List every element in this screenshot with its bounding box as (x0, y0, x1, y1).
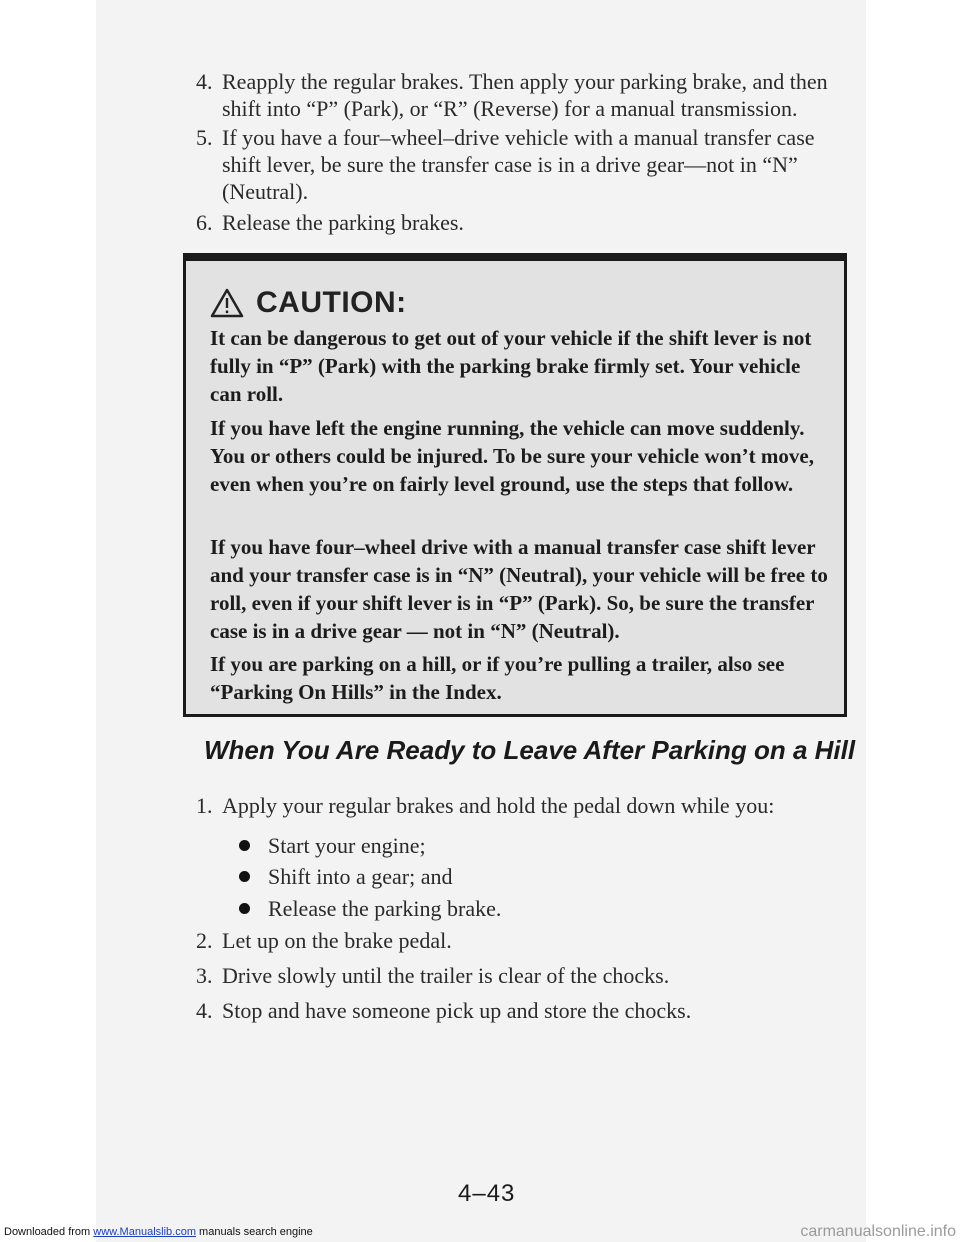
list-item: 4. Stop and have someone pick up and store the chocks. (196, 998, 692, 1023)
caution-paragraph: If you have left the engine running, the vehicle can move suddenly. You or others could be injured. To be sure your vehicle won’t move, even when you’re on fairly level ground, use the steps that follow. (210, 416, 814, 496)
page-number: 4–43 (458, 1180, 516, 1207)
caution-paragraph: If you are parking on a hill, or if you’re pulling a trailer, also see “Parking On Hills” in the Index. (210, 652, 785, 704)
caution-heading: CAUTION: (210, 286, 407, 320)
bullet-item: Shift into a gear; and (268, 863, 828, 890)
bullet-icon (239, 840, 250, 851)
bullet-icon (239, 871, 250, 882)
caution-box (183, 253, 847, 717)
bullet-item: Release the parking brake. (268, 895, 828, 922)
list-item: 4. Reapply the regular brakes. Then apply your parking brake, and then shift into “P” (Park), or “R” (Reverse) for a manual transmission. (196, 69, 828, 121)
list-item: 6. Release the parking brakes. (196, 210, 464, 235)
download-footer: Downloaded from www.Manualslib.com manuals search engine (4, 1226, 313, 1238)
list-item: 1. Apply your regular brakes and hold the pedal down while you: (196, 793, 775, 818)
caution-paragraph: If you have four–wheel drive with a manual transfer case shift lever and your transfer case is in “N” (Neutral), your vehicle will be free to roll, even if your shift lever is in “P” (Park). So, be sure the transfer case is in a drive gear — not in “N” (Neutral). (210, 535, 828, 643)
list-item: 2. Let up on the brake pedal. (196, 928, 452, 953)
list-item: 3. Drive slowly until the trailer is clear of the chocks. (196, 963, 670, 988)
manualslib-link[interactable]: www.Manualslib.com (93, 1226, 196, 1238)
watermark: carmanualsonline.info (800, 1223, 956, 1240)
caution-paragraph: It can be dangerous to get out of your vehicle if the shift lever is not fully in “P” (Park) with the parking brake firmly set. Your vehicle can roll. (210, 326, 812, 406)
section-heading: When You Are Ready to Leave After Parking on a Hill (204, 735, 856, 765)
list-item: 5. If you have a four–wheel–drive vehicle with a manual transfer case shift lever, be sure the transfer case is in a drive gear—not in “N” (Neutral). (196, 125, 815, 204)
bullet-icon (239, 903, 250, 914)
warning-triangle-icon (210, 288, 244, 318)
bullet-item: Start your engine; (268, 832, 828, 859)
